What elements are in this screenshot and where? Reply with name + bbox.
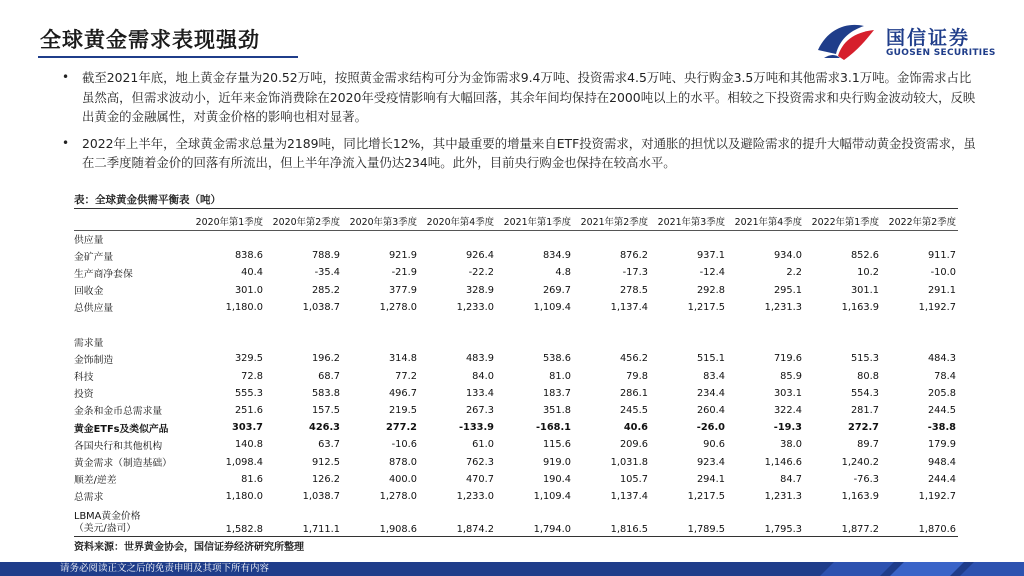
table-cell: 538.6 — [542, 353, 571, 365]
table-cell — [650, 230, 727, 247]
table-cell: 245.5 — [619, 404, 648, 416]
column-header: 2020年第1季度 — [195, 216, 263, 228]
table-cell: 377.9 — [388, 284, 417, 296]
table-cell: 934.0 — [773, 250, 802, 262]
column-header: 2021年第1季度 — [503, 216, 571, 228]
table-cell: 301.0 — [234, 284, 263, 296]
table-cell: 219.5 — [388, 404, 417, 416]
table-cell: 719.6 — [773, 353, 802, 365]
table-cell: 244.4 — [927, 473, 956, 485]
table-cell: 1,233.0 — [456, 301, 494, 313]
bullet-item — [62, 68, 982, 127]
table-cell: 1,795.3 — [764, 524, 802, 535]
row-label: 黄金需求（制造基础） — [74, 458, 172, 470]
table-cell: 89.7 — [857, 439, 879, 451]
table-cell: -10.0 — [930, 267, 956, 279]
table-cell: 1,233.0 — [456, 490, 494, 502]
source-note: 资料来源：世界黄金协会，国信证券经济研究所整理 — [74, 542, 304, 553]
table-cell: 85.9 — [780, 370, 802, 382]
table-cell: 72.8 — [241, 370, 263, 382]
table-cell — [188, 230, 265, 247]
table-cell — [265, 333, 342, 350]
table-cell — [419, 316, 496, 333]
table-cell: 1,582.8 — [225, 524, 263, 535]
row-label: 科技 — [74, 372, 94, 384]
table-cell — [727, 316, 804, 333]
row-label: 金矿产量 — [74, 251, 114, 263]
row-label — [74, 505, 188, 535]
table-cell: 456.2 — [619, 353, 648, 365]
table-cell: 483.9 — [465, 353, 494, 365]
table-cell: 1,240.2 — [841, 456, 879, 468]
table-cell — [881, 316, 958, 333]
row-label: 金饰制造 — [74, 354, 114, 366]
table-cell: -21.9 — [391, 267, 417, 279]
table-cell: 1,874.2 — [456, 524, 494, 535]
table-row — [74, 230, 958, 247]
row-label: 总需求 — [74, 492, 104, 504]
title-underline — [38, 56, 298, 58]
table-cell: 80.8 — [857, 370, 879, 382]
table-body — [74, 230, 958, 535]
table-cell: 281.7 — [850, 404, 879, 416]
row-label — [74, 316, 188, 333]
table-cell: 291.1 — [927, 284, 956, 296]
page-header — [0, 0, 1024, 64]
table-cell: 919.0 — [542, 456, 571, 468]
table-cell — [881, 333, 958, 350]
table-cell: 1,794.0 — [533, 524, 571, 535]
table-cell: 328.9 — [465, 284, 494, 296]
bullet-item — [62, 134, 982, 173]
table-cell — [727, 230, 804, 247]
table-cell: 1,146.6 — [764, 456, 802, 468]
table-cell: 1,163.9 — [841, 301, 879, 313]
table-cell — [881, 230, 958, 247]
table-row — [74, 350, 958, 367]
table-cell: 303.1 — [773, 387, 802, 399]
table-cell: 79.8 — [626, 370, 648, 382]
row-label: 顺差/逆差 — [74, 475, 117, 487]
table-cell — [727, 333, 804, 350]
footer-disclaimer: 请务必阅读正文之后的免责申明及其项下所有内容 — [60, 563, 270, 574]
row-label: 供应量 — [74, 234, 104, 246]
table-cell: 834.9 — [542, 250, 571, 262]
table-cell: 1,870.6 — [918, 524, 956, 535]
row-label: 各国央行和其他机构 — [74, 440, 163, 452]
table-cell: 1,789.5 — [687, 524, 725, 535]
table-cell: 286.1 — [619, 387, 648, 399]
table-cell — [650, 333, 727, 350]
row-label: 回收金 — [74, 286, 104, 298]
table-cell: 515.3 — [850, 353, 879, 365]
table-row — [74, 282, 958, 299]
row-label: 生产商净套保 — [74, 268, 133, 280]
page-title: 全球黄金需求表现强劲 — [40, 28, 260, 52]
table-cell: 1,180.0 — [225, 490, 263, 502]
table-cell: 583.8 — [311, 387, 340, 399]
table-cell: 234.4 — [696, 387, 725, 399]
row-label: 总供应量 — [74, 303, 114, 315]
table-cell: 63.7 — [318, 439, 340, 451]
table-cell: 1,217.5 — [687, 301, 725, 313]
table-cell — [188, 333, 265, 350]
company-logo — [814, 20, 994, 64]
table-cell: 68.7 — [318, 370, 340, 382]
table-cell: 272.7 — [848, 422, 879, 434]
table-cell — [573, 333, 650, 350]
table-cell: 190.4 — [542, 473, 571, 485]
table-cell: 2.2 — [786, 267, 802, 279]
table-cell: 61.0 — [472, 439, 494, 451]
table-cell: 400.0 — [388, 473, 417, 485]
table-cell: 294.1 — [696, 473, 725, 485]
table-cell: 301.1 — [850, 284, 879, 296]
table-cell: 1,278.0 — [379, 490, 417, 502]
table-cell: -17.3 — [622, 267, 648, 279]
table-cell: 183.7 — [542, 387, 571, 399]
column-header: 2021年第4季度 — [734, 216, 802, 228]
table-top-rule — [74, 208, 958, 209]
logo-english-name: GUOSEN SECURITIES — [886, 48, 996, 58]
table-row — [74, 368, 958, 385]
table-cell: 838.6 — [234, 250, 263, 262]
table-row — [74, 419, 958, 436]
table-cell — [650, 316, 727, 333]
footer-stripe-decoration — [814, 562, 1024, 576]
table-cell: -38.8 — [927, 422, 956, 434]
table-cell: 126.2 — [311, 473, 340, 485]
table-cell — [265, 316, 342, 333]
table-cell — [496, 230, 573, 247]
table-cell: 40.6 — [623, 422, 648, 434]
logo-chinese-name: 国信证券 — [886, 27, 971, 49]
table-cell: -35.4 — [314, 267, 340, 279]
table-cell: 1,109.4 — [533, 490, 571, 502]
row-label: 需求量 — [74, 337, 104, 349]
table-caption: 表：全球黄金供需平衡表（吨） — [74, 194, 221, 206]
table-cell: 157.5 — [311, 404, 340, 416]
table-cell: 81.6 — [241, 473, 263, 485]
table-cell: 84.7 — [780, 473, 802, 485]
table-cell: 244.5 — [927, 404, 956, 416]
table-cell: 40.4 — [241, 267, 263, 279]
table-row — [74, 333, 958, 350]
table-cell: 937.1 — [696, 250, 725, 262]
table-cell: 260.4 — [696, 404, 725, 416]
column-header: 2022年第2季度 — [888, 216, 956, 228]
table-cell — [419, 333, 496, 350]
table-row — [74, 316, 958, 333]
table-cell — [342, 230, 419, 247]
table-cell: -76.3 — [853, 473, 879, 485]
table-cell: -133.9 — [458, 422, 494, 434]
table-cell: 329.5 — [234, 353, 263, 365]
table-cell: 322.4 — [773, 404, 802, 416]
table-cell: 1,163.9 — [841, 490, 879, 502]
table-row — [74, 247, 958, 264]
table-cell: -19.3 — [773, 422, 802, 434]
table-row — [74, 488, 958, 505]
bullet-list — [62, 68, 982, 180]
table-cell: 196.2 — [311, 353, 340, 365]
bullet-marker: • — [62, 135, 70, 150]
row-label-text: LBMA黄金价格（美元/盎司） — [74, 511, 141, 534]
column-header: 2021年第3季度 — [657, 216, 725, 228]
table-cell: 1,816.5 — [610, 524, 648, 535]
table-cell — [804, 230, 881, 247]
table-cell: 179.9 — [927, 439, 956, 451]
table-cell: 1,877.2 — [841, 524, 879, 535]
table-cell: 38.0 — [780, 439, 802, 451]
table-cell: 554.3 — [850, 387, 879, 399]
table-cell: 90.6 — [703, 439, 725, 451]
table-cell — [573, 230, 650, 247]
table-cell — [496, 316, 573, 333]
column-header: 2022年第1季度 — [811, 216, 879, 228]
table-cell: -10.6 — [391, 439, 417, 451]
table-cell: 292.8 — [696, 284, 725, 296]
table-cell: 923.4 — [696, 456, 725, 468]
table-cell: 1,908.6 — [379, 524, 417, 535]
table-row — [74, 453, 958, 470]
table-cell: 251.6 — [234, 404, 263, 416]
table-cell: 351.8 — [542, 404, 571, 416]
table-cell: 1,038.7 — [302, 301, 340, 313]
table-cell: 1,711.1 — [302, 524, 340, 535]
table-cell — [573, 316, 650, 333]
table-cell: 496.7 — [388, 387, 417, 399]
table-cell: 1,278.0 — [379, 301, 417, 313]
table-cell: 140.8 — [234, 439, 263, 451]
row-label: 金条和金币总需求量 — [74, 406, 163, 418]
table-row — [74, 264, 958, 281]
table-cell: 295.1 — [773, 284, 802, 296]
table-cell: 788.9 — [311, 250, 340, 262]
table-cell: 1,137.4 — [610, 301, 648, 313]
table-cell: 484.3 — [927, 353, 956, 365]
table-cell: 84.0 — [472, 370, 494, 382]
table-cell: 115.6 — [542, 439, 571, 451]
table-cell: 209.6 — [619, 439, 648, 451]
table-cell — [804, 333, 881, 350]
column-header: 2020年第3季度 — [349, 216, 417, 228]
table-cell: 878.0 — [388, 456, 417, 468]
table-cell — [188, 316, 265, 333]
column-header: 2020年第4季度 — [426, 216, 494, 228]
table-cell: 1,180.0 — [225, 301, 263, 313]
table-cell — [496, 333, 573, 350]
table-cell: 1,192.7 — [918, 490, 956, 502]
table-cell: 1,231.3 — [764, 490, 802, 502]
table-header-row — [74, 211, 958, 230]
table-row — [74, 505, 958, 535]
column-header: 2021年第2季度 — [580, 216, 648, 228]
table-cell: 205.8 — [927, 387, 956, 399]
table-cell: 83.4 — [703, 370, 725, 382]
table-row — [74, 402, 958, 419]
table-cell: 303.7 — [232, 422, 263, 434]
table-cell: 1,231.3 — [764, 301, 802, 313]
table-cell: 762.3 — [465, 456, 494, 468]
table-cell: 912.5 — [311, 456, 340, 468]
table-cell: 278.5 — [619, 284, 648, 296]
table-cell: 277.2 — [386, 422, 417, 434]
bullet-text: 2022年上半年，全球黄金需求总量为2189吨，同比增长12%，其中最重要的增量来自ETF投资需求，对通胀的担忧以及避险需求的提升大幅带动黄金投资需求，虽在二季度随着金价的回落有所流出，但上半年净流入量仍达234吨。此外，目前央行购金也保持在较高水平。 — [82, 135, 976, 170]
table-cell: 133.4 — [465, 387, 494, 399]
table-cell: 1,109.4 — [533, 301, 571, 313]
table-cell: 555.3 — [234, 387, 263, 399]
table-cell: 426.3 — [309, 422, 340, 434]
supply-demand-table — [74, 211, 958, 535]
table-cell: 1,137.4 — [610, 490, 648, 502]
table-cell: -22.2 — [468, 267, 494, 279]
row-label: 黄金ETFs及类似产品 — [74, 423, 169, 435]
table-cell: 269.7 — [542, 284, 571, 296]
table-row — [74, 385, 958, 402]
table-row — [74, 471, 958, 488]
page-footer — [0, 562, 1024, 576]
table-cell: 105.7 — [619, 473, 648, 485]
table-row — [74, 299, 958, 316]
table-cell: 1,098.4 — [225, 456, 263, 468]
table-cell: 921.9 — [388, 250, 417, 262]
bullet-text: 截至2021年底，地上黄金存量为20.52万吨，按照黄金需求结构可分为金饰需求9.4万吨、投资需求4.5万吨、央行购金3.5万吨和其他需求3.1万吨。金饰需求占比虽然高，但需求波动小，近年来金饰消费除在2020年受疫情影响有大幅回落，其余年间均保持在2000吨以上的水平。相较之下投资需求和央行购金波动较大，反映出黄金的金融属性，对黄金价格的影响也相对显著。 — [82, 70, 976, 124]
table-cell: 1,217.5 — [687, 490, 725, 502]
table-row — [74, 436, 958, 453]
table-cell: 876.2 — [619, 250, 648, 262]
table-cell: 515.1 — [696, 353, 725, 365]
table-cell: 470.7 — [465, 473, 494, 485]
table-cell: 10.2 — [857, 267, 879, 279]
table-cell: 1,038.7 — [302, 490, 340, 502]
table-cell — [804, 316, 881, 333]
table-cell: 77.2 — [395, 370, 417, 382]
table-cell: 1,031.8 — [610, 456, 648, 468]
table-cell: 81.0 — [549, 370, 571, 382]
table-cell: -168.1 — [535, 422, 571, 434]
table-cell — [342, 333, 419, 350]
table-cell: 852.6 — [850, 250, 879, 262]
table-cell: 926.4 — [465, 250, 494, 262]
table-cell: -26.0 — [696, 422, 725, 434]
table-cell — [419, 230, 496, 247]
bullet-marker: • — [62, 70, 70, 84]
table-cell — [342, 316, 419, 333]
table-bottom-rule — [74, 536, 958, 537]
table-cell: 4.8 — [555, 267, 571, 279]
column-header: 2020年第2季度 — [272, 216, 340, 228]
table-cell: 285.2 — [311, 284, 340, 296]
header-corner — [74, 211, 188, 230]
table-cell: 948.4 — [927, 456, 956, 468]
table-cell: 314.8 — [388, 353, 417, 365]
table-cell: 267.3 — [465, 404, 494, 416]
guosen-logo-icon — [814, 20, 878, 62]
table-cell: 911.7 — [927, 250, 956, 262]
table-cell: 78.4 — [934, 370, 956, 382]
table-cell: 1,192.7 — [918, 301, 956, 313]
table-cell: -12.4 — [699, 267, 725, 279]
table-cell — [265, 230, 342, 247]
row-label: 投资 — [74, 389, 94, 401]
